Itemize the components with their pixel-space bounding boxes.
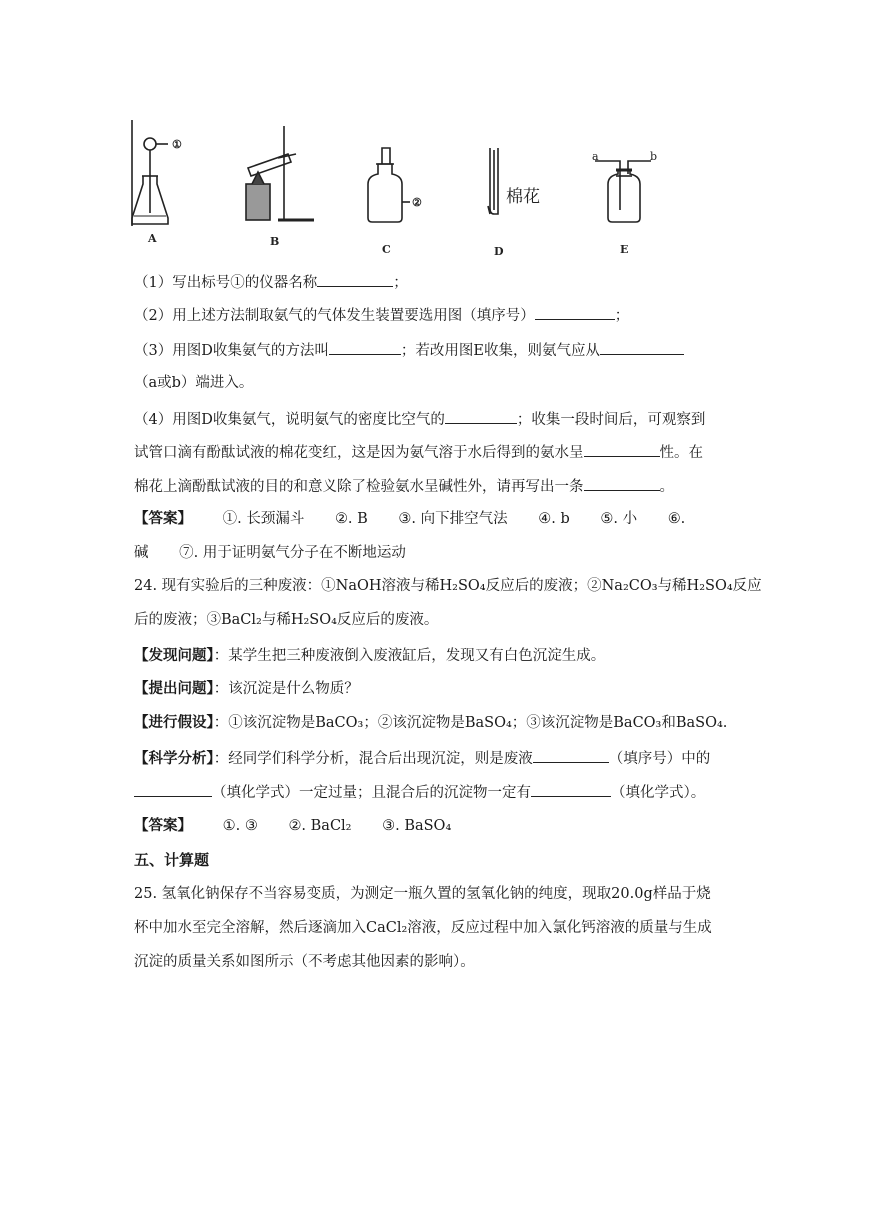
q23-p4e-text: 棉花上滴酚酞试液的目的和意义除了检验氨水呈碱性外，请再写出一条 <box>134 479 584 495</box>
marker-2: ② <box>412 196 422 209</box>
q23-part2 <box>134 304 629 326</box>
answer-label: 【答案】 <box>134 510 192 527</box>
q25-line1 <box>134 884 711 904</box>
q24-find-text: ：某学生把三种废液倒入废液缸后，发现又有白色沉淀生成。 <box>213 648 606 664</box>
q23-answer-line2 <box>134 543 432 563</box>
blank <box>584 441 660 457</box>
apparatus-c <box>368 148 410 222</box>
apparatus-d <box>488 148 498 214</box>
q24-hyp-text: ：①该沉淀物是BaCO₃；②该沉淀物是BaSO₄；③该沉淀物是BaCO₃和BaSO₄. <box>213 715 728 731</box>
q24-sci-text-c: （填化学式）一定过量；且混合后的沉淀物一定有 <box>212 785 531 801</box>
q23-p4b-text: ；收集一段时间后，可观察到 <box>516 412 706 428</box>
q24-find <box>134 646 605 666</box>
apparatus-b <box>246 126 314 220</box>
q24-intro <box>134 576 762 596</box>
cotton-label: 棉花 <box>506 187 540 207</box>
q24-analysis-line2 <box>134 781 705 803</box>
blank <box>584 475 660 491</box>
label-d: D <box>494 245 504 258</box>
q24-intro-text: 24. 现有实验后的三种废液：①NaOH溶液与稀H₂SO₄反应后的废液；②Na₂CO₃与稀H₂SO₄反应 <box>134 578 762 594</box>
q24-ask-text: ：该沉淀是什么物质？ <box>213 681 359 697</box>
q23-part1 <box>134 271 408 293</box>
label-c: C <box>382 243 391 256</box>
answer-item: 碱 <box>134 545 149 561</box>
section-label: 【发现问题】 <box>134 647 214 664</box>
q23-p1-end: ； <box>393 275 408 291</box>
q25-text: 杯中加水至完全溶解，然后逐滴加入CaCl₂溶液，反应过程中加入氯化钙溶液的质量与生成 <box>134 920 712 936</box>
answer-item: ③. 向下排空气法 <box>398 511 508 527</box>
answer-item: ②. B <box>334 511 368 527</box>
answer-item: ④. b <box>538 511 570 527</box>
q23-p3b-text: ；若改用图E收集，则氨气应从 <box>400 343 600 359</box>
q23-part4-line2 <box>134 441 703 463</box>
answer-item: ①. 长颈漏斗 <box>222 511 305 527</box>
q23-part3 <box>134 339 684 361</box>
q25-text: 沉淀的质量关系如图所示（不考虑其他因素的影响）。 <box>134 954 475 970</box>
q24-sci-text-b: （填序号）中的 <box>608 751 711 767</box>
q25-text: 25. 氢氧化钠保存不当容易变质，为测定一瓶久置的氢氧化钠的纯度，现取20.0g样品于烧 <box>134 886 711 902</box>
section-label: 【科学分析】 <box>134 750 214 767</box>
q24-sci-text-d: （填化学式）。 <box>611 785 706 801</box>
q23-p4f-text: 。 <box>659 479 674 495</box>
port-b-label: b <box>650 150 658 163</box>
q24-answer <box>134 816 477 836</box>
answer-item: ⑦. 用于证明氨气分子在不断地运动 <box>179 545 406 561</box>
q23-p3c-text: （a或b）端进入。 <box>134 375 254 391</box>
q24-intro-text-2: 后的废液；③BaCl₂与稀H₂SO₄反应后的废液。 <box>134 612 439 628</box>
q25-line2 <box>134 918 712 938</box>
blank <box>317 271 393 287</box>
apparatus-figure <box>128 118 728 266</box>
port-a-label: a <box>592 150 599 163</box>
q23-p3a-text: （3）用图D收集氨气的方法叫 <box>134 343 329 359</box>
apparatus-e <box>595 161 651 222</box>
q23-part3-cont <box>134 373 253 393</box>
blank <box>329 339 401 355</box>
marker-1: ① <box>172 138 182 151</box>
q23-p2-text: （2）用上述方法制取氨气的气体发生装置要选用图（填序号） <box>134 308 535 324</box>
q23-p1-text: （1）写出标号①的仪器名称 <box>134 275 318 291</box>
blank <box>600 339 684 355</box>
answer-item: ⑤. 小 <box>600 511 638 527</box>
q24-analysis <box>134 747 710 769</box>
label-e: E <box>620 243 629 256</box>
apparatus-a <box>132 120 168 226</box>
q23-part4-line3 <box>134 475 674 497</box>
q23-answer <box>134 509 685 529</box>
blank <box>445 408 517 424</box>
section-label: 【提出问题】 <box>134 680 214 697</box>
blank <box>533 747 609 763</box>
answer-label: 【答案】 <box>134 817 192 834</box>
answer-item: ②. BaCl₂ <box>288 818 352 834</box>
blank <box>535 304 615 320</box>
q24-hypothesis <box>134 713 727 733</box>
answer-item: ①. ③ <box>222 818 258 834</box>
q23-p4c-text: 试管口滴有酚酞试液的棉花变红，这是因为氨气溶于水后得到的氨水呈 <box>134 445 584 461</box>
label-b: B <box>270 235 280 248</box>
q23-part4 <box>134 408 705 430</box>
q25-line3 <box>134 952 475 972</box>
q24-intro-line2 <box>134 610 438 630</box>
blank <box>134 781 212 797</box>
answer-item: ⑥. <box>667 511 686 527</box>
q23-p4d-text: 性。在 <box>659 445 703 461</box>
label-a: A <box>148 232 157 245</box>
answer-item: ③. BaSO₄ <box>382 818 452 834</box>
section-label: 【进行假设】 <box>134 714 214 731</box>
q24-sci-text-a: ：经同学们科学分析，混合后出现沉淀，则是废液 <box>213 751 533 767</box>
q24-ask <box>134 679 359 699</box>
q23-p2-end: ； <box>614 308 630 324</box>
blank <box>531 781 611 797</box>
q23-p4a-text: （4）用图D收集氨气，说明氨气的密度比空气的 <box>134 412 445 428</box>
section-title: 五、计算题 <box>134 851 210 869</box>
